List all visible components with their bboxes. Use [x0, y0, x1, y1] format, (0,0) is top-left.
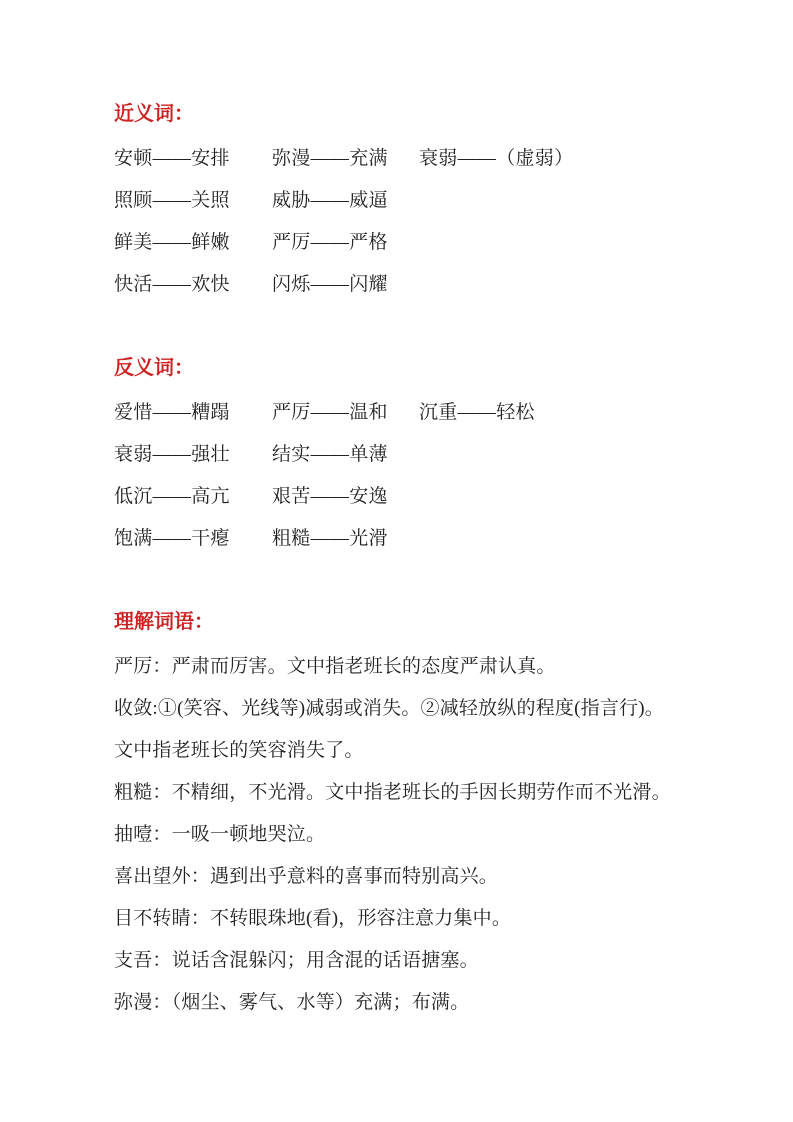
word-pair: 照顾——关照	[114, 190, 230, 211]
word-pair: 威胁——威逼	[272, 190, 388, 211]
definition-line: 支吾：说话含混躲闪；用含混的话语搪塞。	[114, 950, 479, 971]
word-pair: 安顿——安排	[114, 148, 230, 169]
section-word-explanations	[114, 611, 693, 1013]
pair-row	[114, 528, 693, 549]
word-pair: 结实——单薄	[272, 444, 388, 465]
word-pair: 快活——欢快	[114, 274, 230, 295]
section-heading-word-explanations: 理解词语：	[114, 611, 214, 633]
word-pair: 粗糙——光滑	[272, 528, 388, 549]
pair-row	[114, 444, 693, 465]
word-pair: 爱惜——糟蹋	[114, 402, 230, 423]
pair-row	[114, 148, 693, 169]
word-pair: 弥漫——充满	[272, 148, 388, 169]
word-pair: 饱满——干瘪	[114, 528, 230, 549]
definition-line: 目不转睛：不转眼珠地(看)，形容注意力集中。	[114, 908, 512, 929]
section-heading-synonyms: 近义词：	[114, 103, 194, 125]
word-pair: 衰弱——（虚弱）	[419, 148, 574, 169]
definition-line: 收敛:①(笑容、光线等)减弱或消失。②减轻放纵的程度(指言行)。	[114, 698, 664, 719]
word-pair: 严厉——温和	[272, 402, 388, 423]
pair-row	[114, 274, 693, 295]
pair-row	[114, 190, 693, 211]
word-pair: 艰苦——安逸	[272, 486, 388, 507]
definition-line: 严厉：严肃而厉害。文中指老班长的态度严肃认真。	[114, 656, 556, 677]
pair-row	[114, 486, 693, 507]
definition-line: 抽噎：一吸一顿地哭泣。	[114, 824, 326, 845]
pair-row	[114, 402, 693, 423]
word-pair: 低沉——高亢	[114, 486, 230, 507]
pair-row	[114, 232, 693, 253]
section-heading-antonyms: 反义词：	[114, 357, 194, 379]
definition-line: 弥漫：（烟尘、雾气、水等）充满；布满。	[114, 992, 470, 1013]
section-synonyms	[114, 103, 693, 295]
section-antonyms	[114, 357, 693, 549]
word-pair: 严厉——严格	[272, 232, 388, 253]
word-pair: 沉重——轻松	[419, 402, 535, 423]
definition-line: 文中指老班长的笑容消失了。	[114, 740, 364, 761]
word-pair: 衰弱——强壮	[114, 444, 230, 465]
definition-line: 喜出望外：遇到出乎意料的喜事而特别高兴。	[114, 866, 499, 887]
word-pair: 鲜美——鲜嫩	[114, 232, 230, 253]
definition-line: 粗糙：不精细，不光滑。文中指老班长的手因长期劳作而不光滑。	[114, 782, 671, 803]
word-pair: 闪烁——闪耀	[272, 274, 388, 295]
